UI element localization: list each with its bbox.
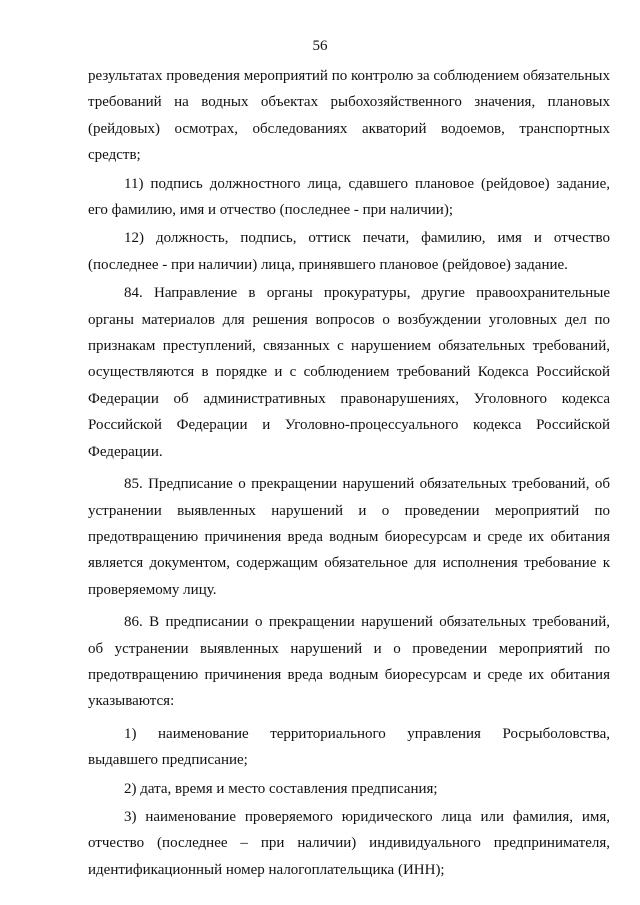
list-item-12: 12) должность, подпись, оттиск печати, фамилию, имя и отчество (последнее - при наличии) лица, принявшего плановое (рейдовое) задание.: [88, 230, 610, 273]
paragraph-84: 84. Направление в органы прокуратуры, другие правоохранительные органы материалов для решения вопросов о возбуждении уголовных дел по признакам преступлений, связанных с нарушением обязательных требований, осуществляются в порядке и с соблюдением требований Кодекса Российской Федерации об административных правонарушениях, Уголовного кодекса Российской Федерации и Уголовно-процессуального кодекса Российской Федерации.: [88, 285, 610, 460]
list-item-3: 3) наименование проверяемого юридического лица или фамилия, имя, отчество (последнее – при наличии) индивидуального предпринимателя, идентификационный номер налогоплательщика (ИНН);: [88, 808, 610, 878]
list-item-1: 1) наименование территориального управления Росрыболовства, выдавшего предписание;: [88, 725, 610, 769]
document-body: [88, 63, 610, 883]
paragraph-85: 85. Предписание о прекращении нарушений обязательных требований, об устранении выявленных нарушений и о проведении мероприятий по предотвращению причинения вреда водным биоресурсам и среде их обитания является документом, содержащим обязательное для исполнения требование к проверяемому лицу.: [88, 476, 610, 598]
list-item-2: 2) дата, время и место составления предписания;: [124, 780, 438, 797]
list-item-11: 11) подпись должностного лица, сдавшего плановое (рейдовое) задание, его фамилию, имя и отчество (последнее - при наличии);: [88, 175, 610, 219]
paragraph-86: 86. В предписании о прекращении нарушений обязательных требований, об устранении выявленных нарушений и о проведении мероприятий по предотвращению причинения вреда водным биоресурсам и среде их обитания указываются:: [88, 614, 610, 710]
page-number: 56: [312, 38, 328, 54]
paragraph-continuation: результатах проведения мероприятий по контролю за соблюдением обязательных требований на водных объектах рыбохозяйственного значения, плановых (рейдовых) осмотрах, обследованиях акваторий водоемов, транспортных средств;: [88, 68, 610, 164]
